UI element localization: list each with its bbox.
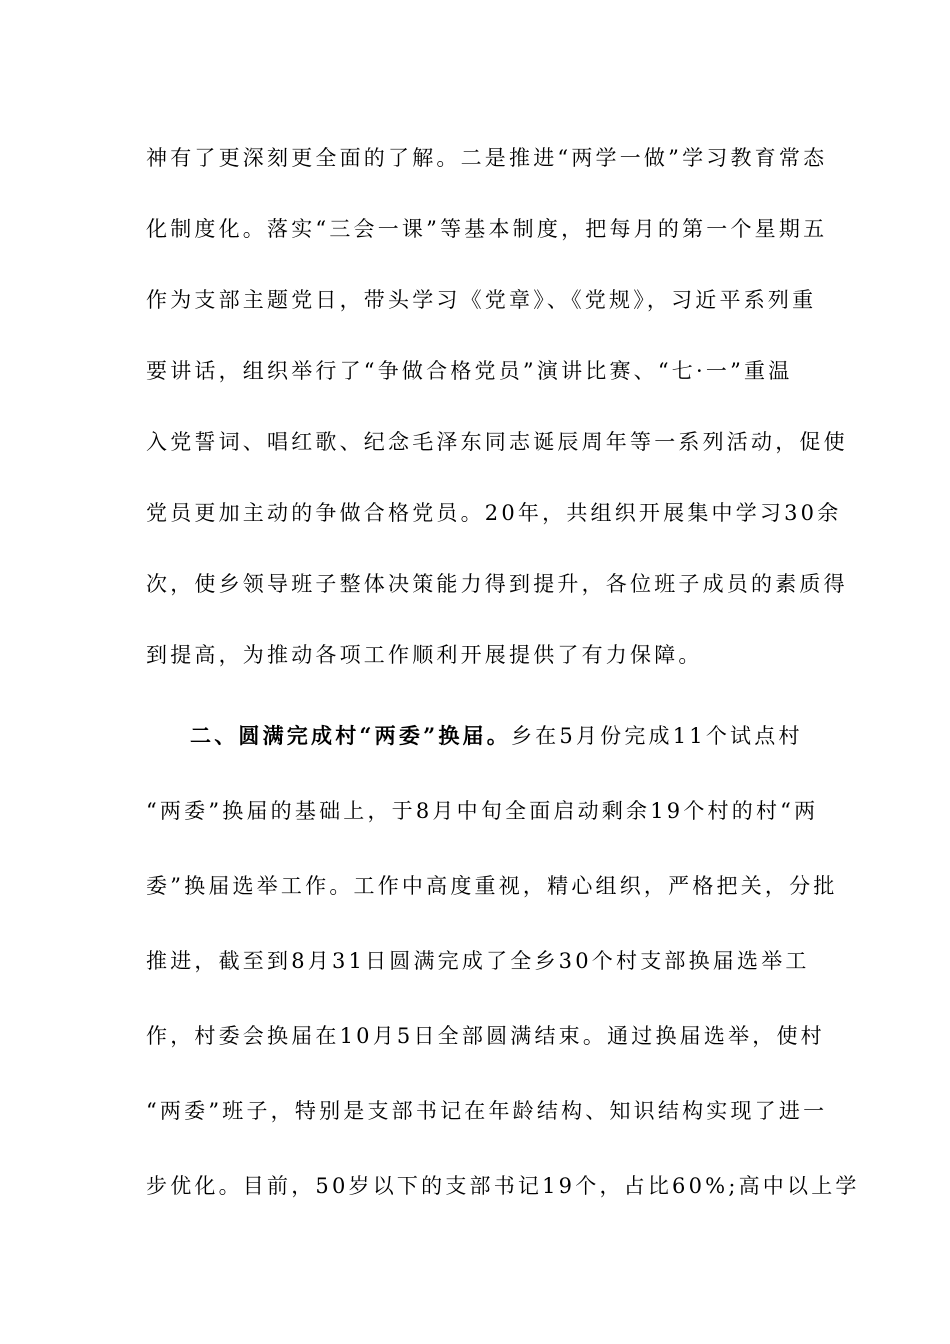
text-line: 推进，截至到8月31日圆满完成了全乡30个村支部换届选举工 xyxy=(146,949,810,973)
text-line: 委”换届选举工作。工作中高度重视，精心组织，严格把关，分批 xyxy=(146,874,838,898)
text-line: 到提高，为推动各项工作顺利开展提供了有力保障。 xyxy=(146,643,703,667)
text-span: 乡在5月份完成11个试点村 xyxy=(510,724,803,748)
text-line: “两委”班子，特别是支部书记在年龄结构、知识结构实现了进一 xyxy=(146,1099,828,1123)
text-line: 神有了更深刻更全面的了解。二是推进“两学一做”学习教育常态 xyxy=(146,146,828,170)
paragraph-first-line xyxy=(190,722,803,750)
text-line: 作为支部主题党日，带头学习《党章》、《党规》，习近平系列重 xyxy=(146,288,817,312)
text-line: 步优化。目前，50岁以下的支部书记19个，占比60%;高中以上学 xyxy=(146,1174,860,1198)
text-line: 入党誓词、唱红歌、纪念毛泽东同志诞辰周年等一系列活动，促使 xyxy=(146,430,848,454)
text-line: 要讲话，组织举行了“争做合格党员”演讲比赛、“七·一”重温 xyxy=(146,359,793,383)
text-line: “两委”换届的基础上，于8月中旬全面启动剩余19个村的村“两 xyxy=(146,799,819,823)
text-line: 党员更加主动的争做合格党员。20年，共组织开展集中学习30余 xyxy=(146,501,842,525)
text-line: 作，村委会换届在10月5日全部圆满结束。通过换届选举，使村 xyxy=(146,1024,825,1048)
section-heading: 二、圆满完成村“两委”换届。 xyxy=(190,723,511,748)
text-line: 化制度化。落实“三会一课”等基本制度，把每月的第一个星期五 xyxy=(146,217,828,241)
text-line: 次，使乡领导班子整体决策能力得到提升，各位班子成员的素质得 xyxy=(146,572,848,596)
